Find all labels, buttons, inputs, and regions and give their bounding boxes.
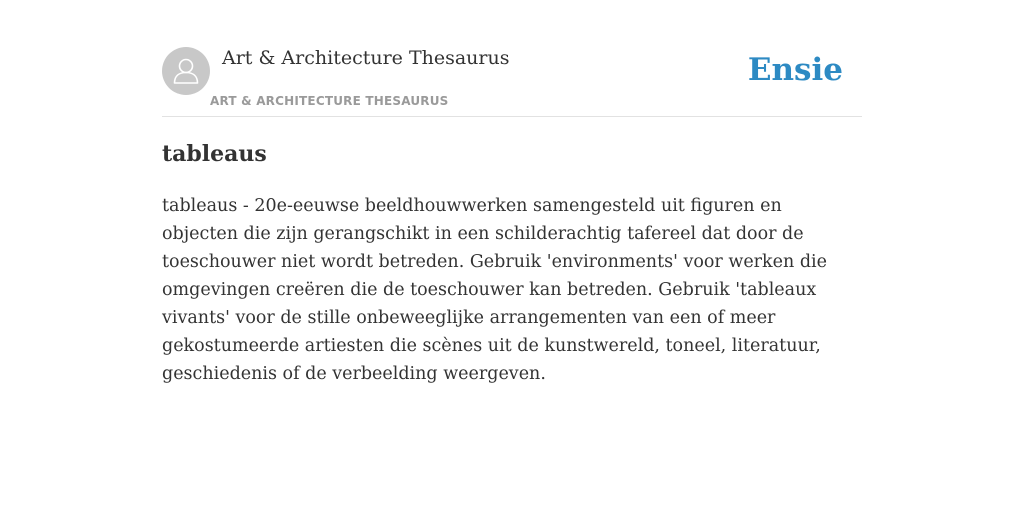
site-subtitle[interactable]: ART & ARCHITECTURE THESAURUS	[210, 94, 449, 108]
ensie-logo-link[interactable]: Ensie	[747, 52, 843, 88]
entry-content	[162, 138, 862, 388]
header	[162, 0, 862, 117]
site-title[interactable]: Art & Architecture Thesaurus	[222, 47, 510, 69]
entry-definition: tableaus - 20e-eeuwse beeldhouwwerken samengesteld uit figuren en objecten die zijn gerangschikt in een schilderachtig tafereel dat door de toeschouwer niet wordt betreden. Gebruik 'environments' voor werken die omgevingen creëren die de toeschouwer kan betreden. Gebruik 'tableaux vivants' voor de stille onbeweeglijke arrangementen van een of meer gekostumeerde artiesten die scènes uit de kunstwereld, toneel, literatuur, geschiedenis of de verbeelding weergeven.	[162, 196, 827, 384]
entry-term: tableaus	[162, 141, 267, 167]
avatar[interactable]	[162, 47, 210, 95]
user-outline-icon	[162, 47, 210, 95]
